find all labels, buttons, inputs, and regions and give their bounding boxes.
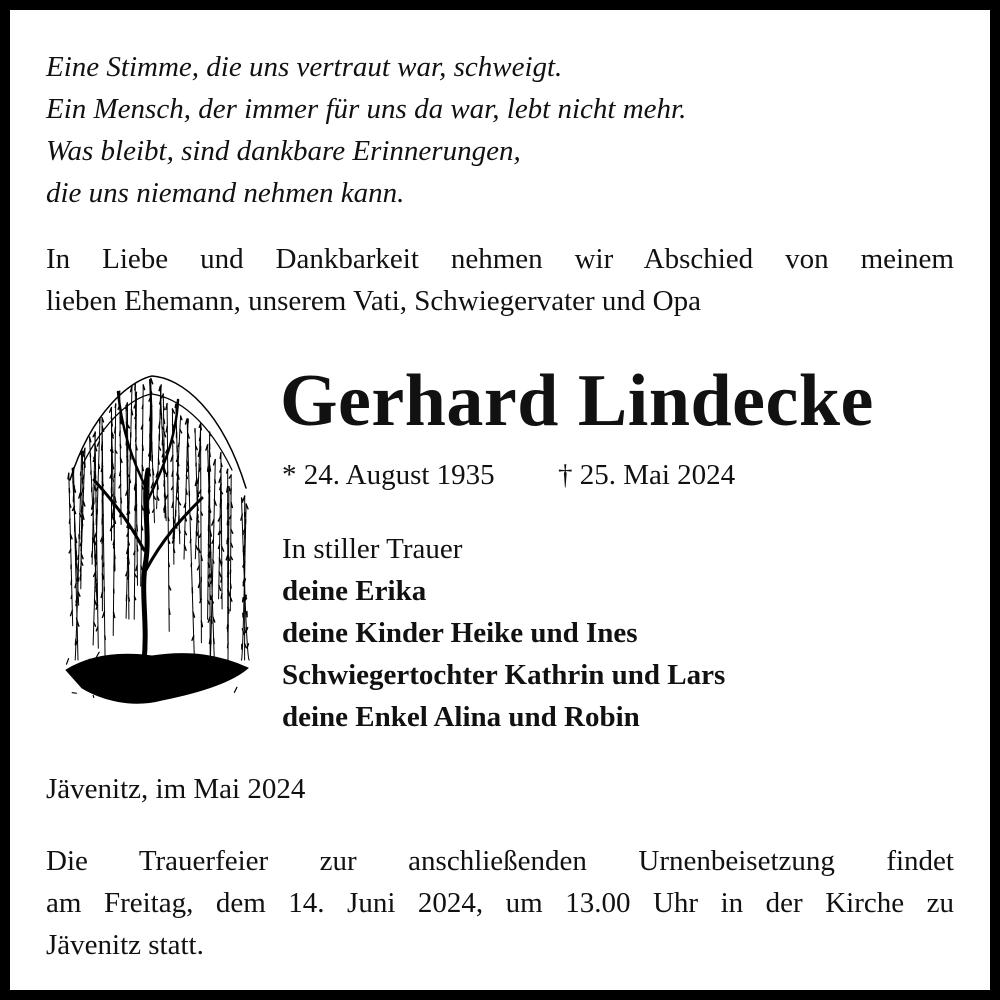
place-and-date: Jävenitz, im Mai 2024 <box>46 773 306 805</box>
intro-line: lieben Ehemann, unserem Vati, Schwiegervater und Opa <box>46 285 701 317</box>
mourner-line: deine Erika <box>282 575 427 607</box>
mourner-line: deine Kinder Heike und Ines <box>282 617 638 649</box>
mourners-list <box>282 528 725 738</box>
poem-line: Eine Stimme, die uns vertraut war, schweigt. <box>46 51 563 83</box>
birth-date: * 24. August 1935 <box>282 459 495 491</box>
farewell-intro <box>46 238 954 322</box>
poem-line: Ein Mensch, der immer für uns da war, lebt nicht mehr. <box>46 93 687 125</box>
deceased-name: Gerhard Lindecke <box>280 360 874 442</box>
mourning-heading: In stiller Trauer <box>282 533 463 565</box>
mourner-line: deine Enkel Alina und Robin <box>282 701 640 733</box>
service-line: Jävenitz statt. <box>46 929 204 961</box>
intro-line: In Liebe und Dankbarkeit nehmen wir Abschied von meinem <box>46 243 954 275</box>
life-dates <box>282 454 735 496</box>
funeral-service-info <box>46 840 954 966</box>
poem-line: Was bleibt, sind dankbare Erinnerungen, <box>46 135 521 167</box>
memorial-poem <box>46 46 686 214</box>
weeping-willow-icon <box>52 370 256 726</box>
service-line: Die Trauerfeier zur anschließenden Urnenbeisetzung findet <box>46 845 954 877</box>
death-date: † 25. Mai 2024 <box>557 459 736 491</box>
mourner-line: Schwiegertochter Kathrin und Lars <box>282 659 726 691</box>
poem-line: die uns niemand nehmen kann. <box>46 177 405 209</box>
service-line: am Freitag, dem 14. Juni 2024, um 13.00 Uhr in der Kirche zu <box>46 887 954 919</box>
